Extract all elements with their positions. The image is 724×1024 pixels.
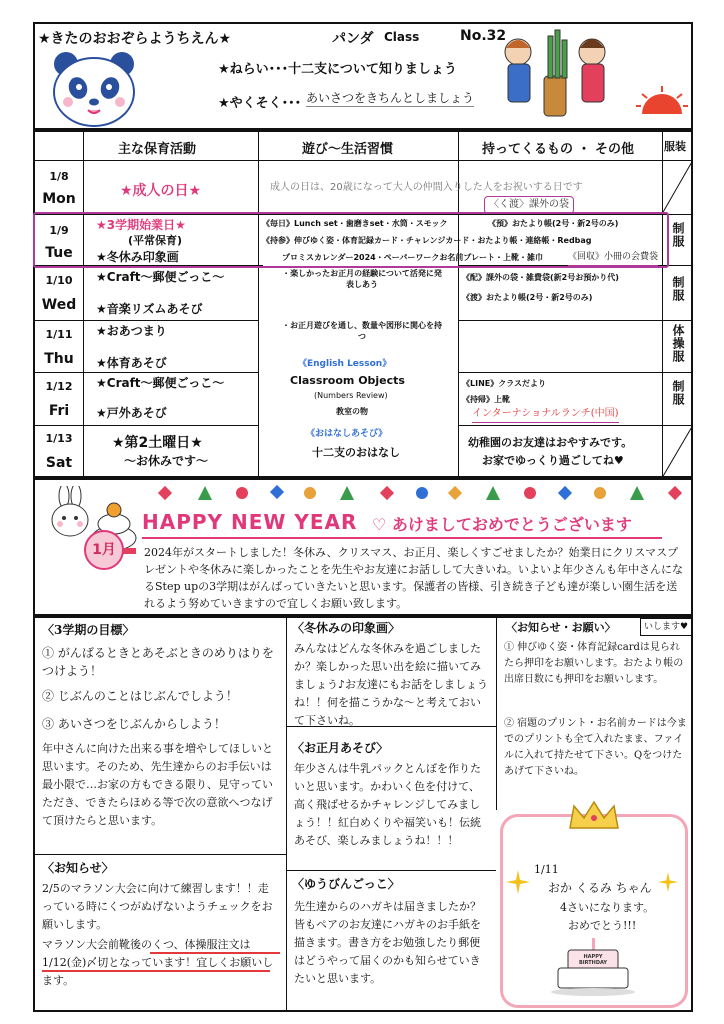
marathon-underline	[150, 952, 280, 954]
english-topic: 教室の物	[336, 407, 368, 416]
marathon-body-1: 2/5のマラソン大会に向けて練習します！！走っている時にくつがぬげないようチェックをお願いします。	[42, 882, 273, 931]
panda-icon	[44, 50, 144, 128]
class-name: パンダ	[332, 31, 374, 47]
mail-body: 先生達からのハガキは届きましたか？皆もペアのお友達にハガキのお手紙を描きます。書き方をお勉強したり郵便はどうやって届くのかも知らせていきたいと思います。	[294, 900, 481, 985]
issue-number: No.32	[460, 28, 507, 44]
story-title: 十二支のおはなし	[312, 446, 400, 459]
marathon-underline-2	[42, 970, 270, 972]
banner-underline	[142, 537, 662, 539]
newyear-play-body: 年少さんは牛乳パックとんぼを作りたいと思います。かわいく色を付けて、高く飛ばせるかチャレンジしてみましょう！！紅白めくりや福笑いも！伝統あそび、楽しみましょうね！！！	[294, 762, 481, 847]
notice-title: 〈お知らせ・お願い〉	[506, 621, 616, 634]
activity-tue-1: ★3学期始業日★	[96, 218, 186, 232]
dress-fri: 制服	[671, 380, 685, 406]
activity-mon: ★成人の日★	[120, 183, 202, 199]
notice-item-2: ② 宿題のプリント・お名前カードは今までのプリントも全て入れたまま、ファイルに入れて持たせて下さい。Qをつけたあげて下さいね。	[504, 718, 687, 777]
birthday-date: 1/11	[534, 863, 559, 876]
activity-tue-3: ★冬休み印象画	[96, 250, 179, 264]
wed-bring-2: 《渡》おたより帳(2号・新2号のみ)	[462, 293, 593, 302]
cake-label: HAPPY BIRTHDAY	[578, 954, 608, 966]
row-date-thu: 1/11 Thu	[44, 328, 74, 367]
goals-title: 〈3学期の目標〉	[42, 623, 135, 637]
english-label: 《English Lesson》	[298, 359, 392, 369]
col-header-bring: 持ってくるもの ・ その他	[482, 142, 635, 157]
mail-title: 〈ゆうびんごっこ〉	[292, 877, 400, 891]
tue-line3: プロミスカレンダー2024・ペーパーワークお名前プレート・上靴・雑巾	[282, 253, 544, 262]
fri-bring-2: 《持帰》上靴	[462, 395, 510, 404]
row-date-fri: 1/12 Fri	[45, 380, 73, 419]
birthday-name: おか くるみ ちゃん	[548, 881, 652, 895]
crown-icon	[566, 800, 622, 832]
newyear-play-title: 〈お正月あそび〉	[292, 741, 389, 755]
mon-handwritten: 〈く渡〉課外の袋	[484, 196, 574, 214]
goals-body: 年中さんに向けた出来る事を増やしてほしいと思います。そのため、先生達からのお手伝いは最小限で…お家の方もできる限り、見守っていただき、できたらほめる等で次の意欲へつなげて頂けたらと思います。	[42, 742, 273, 827]
birthday-msg-2: おめでとう!!!	[568, 919, 637, 932]
activity-fri-1: ★Craft～郵便ごっこ～	[96, 376, 225, 390]
january-badge: 1月	[84, 530, 124, 570]
activity-tue-2: (平常保育)	[128, 234, 183, 247]
wed-bring-1: 《配》課外の袋・雑費袋(新2号お預かり代)	[462, 273, 619, 282]
story-label: 《おはなしあそび》	[306, 429, 388, 439]
goal-item-3: ③ あいさつをじぶんからしよう！	[42, 717, 226, 731]
newyear-banner: HAPPY NEW YEAR	[142, 510, 358, 534]
activity-thu-2: ★体育あそび	[96, 356, 167, 370]
english-title: Classroom Objects	[290, 374, 405, 387]
winter-title: 〈冬休みの印象画〉	[292, 621, 401, 635]
mon-note: 成人の日は、20歳になって大人の仲間入りした人をお祝いする日です	[270, 182, 583, 193]
activity-wed-1: ★Craft～郵便ごっこ～	[96, 270, 225, 284]
col-header-play: 遊び～生活習慣	[302, 142, 394, 157]
thu-play: ・お正月遊びを通し、数量や図形に関心を持つ	[282, 321, 442, 341]
row-date-sat: 1/13 Sat	[45, 432, 73, 471]
sparkle-icon-2	[658, 872, 678, 892]
promise-text: あいさつをきちんとしましょう	[306, 91, 475, 105]
tue-line1: 《毎日》Lunch set・歯磨きset・水筒・スモック	[262, 219, 448, 228]
diagonal-mark	[662, 160, 693, 214]
new-year-decoration-icon	[150, 484, 690, 502]
wed-play: ・楽しかったお正月の経験について活発に発表しあう	[282, 269, 442, 289]
activity-wed-2: ★音楽リズムあそび	[96, 302, 203, 316]
school-name: ★きたのおおぞらようちえん★	[38, 31, 232, 47]
activity-sat-1: ★第2土曜日★	[112, 435, 203, 451]
fri-handwritten: インターナショナルランチ(中国)	[472, 406, 619, 423]
activity-sat-2: ～お休みです～	[124, 454, 209, 468]
sat-msg-2: お家でゆっくり過ごしてね♥	[482, 454, 624, 467]
marathon-title: 〈お知らせ〉	[42, 861, 114, 875]
row-date-tue: 1/9 Tue	[45, 224, 73, 261]
sparkle-icon	[506, 870, 530, 894]
dress-thu: 体操服	[671, 324, 685, 363]
class-label: Class	[384, 30, 420, 44]
sat-msg-1: 幼稚園のお友達はおやすみです。	[468, 436, 633, 449]
row-date-mon: 1/8 Mon	[42, 170, 76, 207]
promise-label: ★やくそく･･･	[218, 96, 302, 111]
tue-line1b: 《預》おたより帳(2号・新2号のみ)	[488, 219, 619, 228]
goal-item-1: ① がんばるときとあそぶときのめりはりをつけよう！	[42, 646, 274, 678]
fri-bring-1: 《LINE》クラスだより	[462, 379, 546, 388]
newyear-body: 2024年がスタートしました！冬休み、クリスマス、お正月、楽しくすごせましたか？始業日にクリスマスプレゼントや冬休みに楽しかったことを先生やお友達にお話しして大きいね。いよいよ年少さんも年中さんになるStep upの3学期はがんばっていきたいと思います。保護者の皆様、引き続き子ども達が楽しい園生活を送れるよう努めていきますので宜しくお願い致します。	[144, 546, 683, 610]
tue-line2: 《持参》伸びゆく姿・体育記録カード・チャレンジカード・おたより帳・連絡帳・Redbag	[262, 236, 592, 245]
birthday-msg-1: 4さいになります。	[560, 901, 655, 914]
tue-handwritten: 《回収》小冊の会費袋	[568, 249, 658, 266]
marathon-body-2: マラソン大会前靴後のくつ、体操服注文は1/12(金)〆切となっています！宜しくお願いします。	[42, 938, 274, 987]
english-sub: (Numbers Review)	[314, 391, 388, 400]
sun-icon	[636, 84, 688, 116]
goal-item-2: ② じぶんのことはじぶんでしよう！	[42, 689, 238, 703]
notice-item-1: ① 伸びゆく姿・体育記録cardは見られたら押印をお願いします。おたより帳の出席日数にも押印をお願いします。	[504, 642, 684, 685]
dress-tue: 制服	[671, 222, 685, 248]
newyear-greeting: ♡ あけましておめでとうございます	[372, 515, 632, 534]
activity-fri-2: ★戸外あそび	[96, 406, 167, 420]
kids-kadomatsu-icon	[500, 26, 610, 124]
diagonal-mark-sat	[662, 425, 693, 478]
activity-thu-1: ★おあつまり	[96, 324, 167, 338]
notice-tag: いします♥	[640, 618, 692, 636]
col-header-activity: 主な保育活動	[118, 142, 197, 157]
cake-icon	[548, 936, 638, 996]
col-header-dress: 服装	[664, 140, 686, 153]
dress-wed: 制服	[671, 276, 685, 302]
row-date-wed: 1/10 Wed	[41, 274, 77, 313]
winter-body: みんなはどんな冬休みを過ごしましたか？楽しかった思い出を絵に描いてみましょう♪お友達にもお話をしましょうね！！何を描こうかな～と考えておいて下さいね。	[294, 642, 489, 727]
aim-text: ★ねらい･･･十二支について知りましょう	[218, 62, 457, 77]
